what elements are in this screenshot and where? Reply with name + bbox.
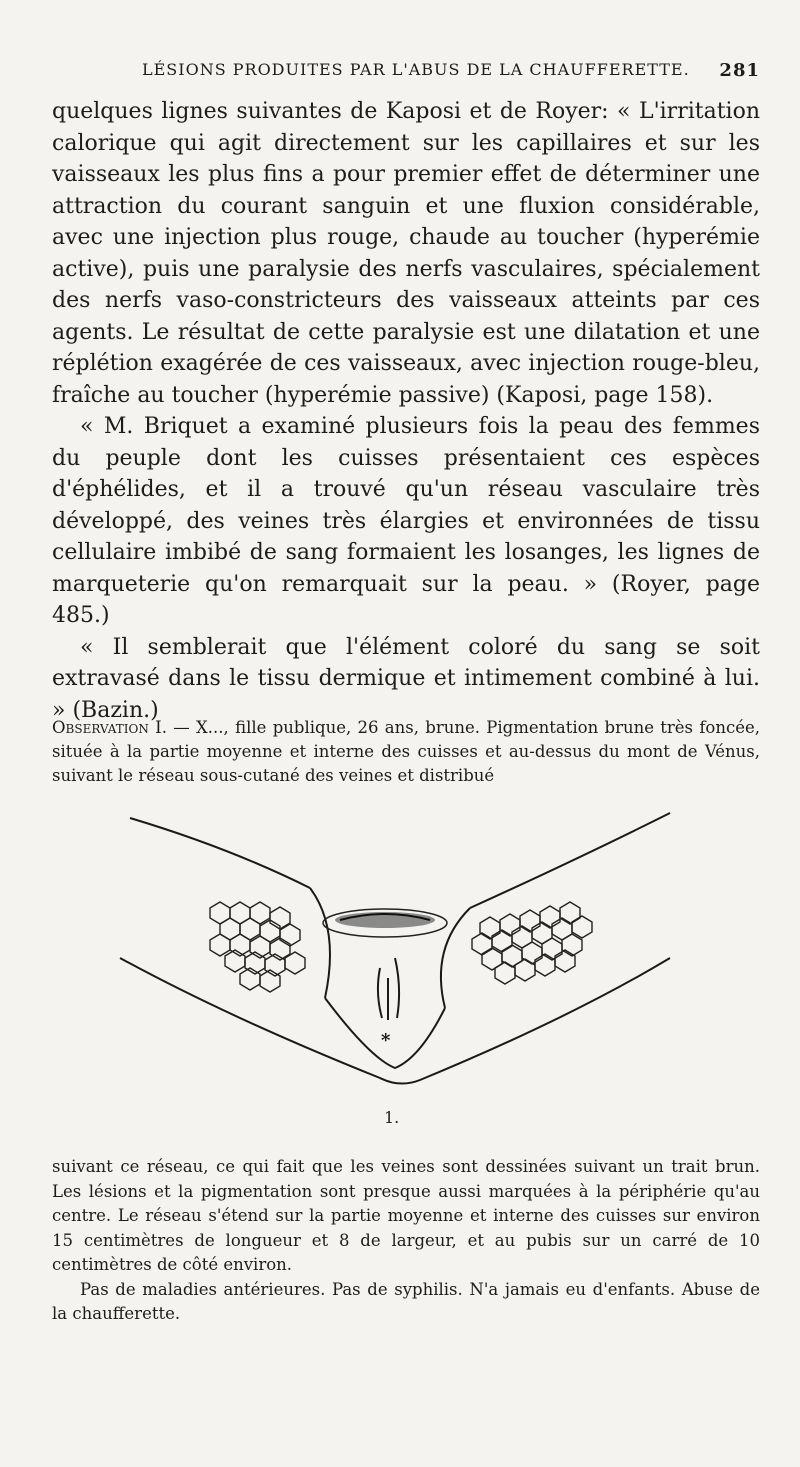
history-paragraph: Pas de maladies antérieures. Pas de syphilis. N'a jamais eu d'enfants. Abuse de la chaufferette.: [52, 1279, 760, 1323]
observation-label: Observation I.: [52, 718, 167, 737]
running-head: [52, 60, 760, 90]
paragraph-briquet-quote: « M. Briquet a examiné plusieurs fois la peau des femmes du peuple dont les cuisses présentaient ces espèces d'éphélides, et il a trouvé qu'un réseau vasculaire très développé, des veines très élargies et environnées de tissu cellulaire imbibé de sang formaient les losanges, les lignes de marqueterie qu'on remarquait sur la peau. » (Royer, page 485.): [52, 414, 760, 628]
observation-block: [52, 716, 760, 788]
observation-text: — X..., fille publique, 26 ans, brune. Pigmentation brune très foncée, située à la partie moyenne et interne des cuisses et au-dessus du mont de Vénus, suivant le réseau sous-cutané des veines et distribué: [52, 718, 761, 785]
left-thigh-network: [210, 902, 305, 992]
left-inner-thigh: [310, 888, 330, 998]
right-thigh-network: [472, 902, 592, 984]
paragraph-bazin-quote: « Il semblerait que l'élément coloré du sang se soit extravasé dans le tissu dermique et intimement combiné à lui. » (Bazin.): [52, 634, 760, 723]
observation-paragraph: [52, 716, 760, 788]
left-upper-contour: [130, 818, 310, 888]
figure-caption: 1.: [384, 1108, 400, 1127]
figure-drawing: [110, 808, 690, 1108]
pubic-network: [323, 909, 447, 937]
figure-marker: *: [381, 1030, 391, 1051]
right-upper-contour: [470, 813, 670, 908]
right-inner-thigh: [441, 908, 470, 1008]
main-text: [52, 96, 760, 726]
observation-continuation: [52, 1155, 760, 1327]
running-title: LÉSIONS PRODUITES PAR L'ABUS DE LA CHAUFFERETTE.: [142, 60, 690, 79]
paragraph-kaposi-quote: quelques lignes suivantes de Kaposi et de Royer: « L'irritation calorique qui agit directement sur les capillaires et sur les vaisseaux les plus fins a pour premier effet de déterminer une attraction du courant sanguin et une fluxion considérable, avec une injection plus rouge, chaude au toucher (hyperémie active), puis une paralysie des nerfs vasculaires, spécialement des nerfs vaso-constricteurs des vaisseaux atteints par ces agents. Le résultat de cette paralysie est une dilatation et une réplétion exagérée de ces vaisseaux, avec injection rouge-bleu, fraîche au toucher (hyperémie passive) (Kaposi, page 158).: [52, 99, 760, 408]
continuation-paragraph: suivant ce réseau, ce qui fait que les veines sont dessinées suivant un trait brun. Les lésions et la pigmentation sont presque aussi marquées à la périphérie qu'au centre. Le réseau s'étend sur la partie moyenne et interne des cuisses sur environ 15 centimètres de longueur et 8 de largeur, et au pubis sur un carré de 10 centimètres de côté environ.: [52, 1157, 760, 1274]
anatomical-figure: [110, 808, 690, 1108]
page-number: 281: [719, 60, 760, 81]
lower-body-contour: [120, 958, 670, 1084]
